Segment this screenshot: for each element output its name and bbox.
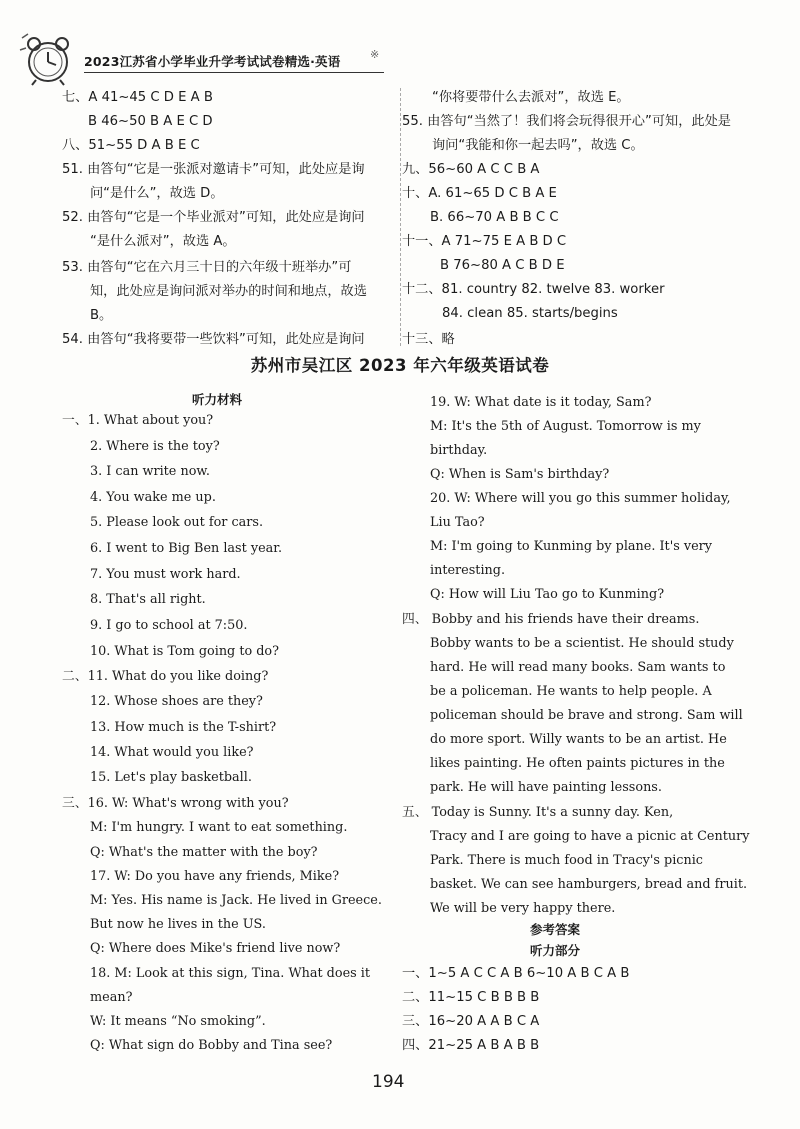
- text-line: 九、56~60 A C C B A: [402, 162, 540, 177]
- text-line: W: It means “No smoking”.: [90, 1014, 266, 1029]
- text-line: be a policeman. He wants to help people. A: [430, 684, 712, 699]
- text-line: basket. We can see hamburgers, bread and fruit.: [430, 877, 748, 892]
- text-line: Q: What sign do Bobby and Tina see?: [90, 1038, 333, 1053]
- text-line: 2. Where is the toy?: [90, 439, 220, 454]
- text-line: Q: How will Liu Tao go to Kunming?: [430, 587, 665, 602]
- text-line: 问“是什么”，故选 D。: [90, 186, 224, 201]
- text-line: 十一、A 71~75 E A B D C: [402, 234, 567, 249]
- text-line: mean?: [90, 990, 133, 1005]
- answers-heading: 参考答案: [530, 922, 581, 937]
- listening-heading: 听力材料: [192, 392, 243, 407]
- text-line: 四、 Bobby and his friends have their dreams.: [402, 612, 700, 627]
- text-line: B。: [90, 308, 113, 323]
- text-line: 84. clean 85. starts/begins: [442, 306, 618, 321]
- text-line: 五、 Today is Sunny. It's a sunny day. Ken,: [402, 805, 674, 820]
- text-line: 七、A 41~45 C D E A B: [62, 90, 213, 105]
- text-line: 十、A. 61~65 D C B A E: [402, 186, 557, 201]
- section-title: 苏州市吴江区 2023 年六年级英语试卷: [250, 356, 550, 375]
- text-line: 4. You wake me up.: [90, 490, 216, 505]
- text-line: 13. How much is the T-shirt?: [90, 720, 277, 735]
- text-line: 四、21~25 A B A B B: [402, 1038, 540, 1053]
- text-line: 二、11~15 C B B B B: [402, 990, 540, 1005]
- text-line: 55. 由答句“当然了！我们将会玩得很开心”可知，此处是: [402, 114, 731, 129]
- text-line: B 76~80 A C B D E: [440, 258, 565, 273]
- text-line: 9. I go to school at 7:50.: [90, 618, 248, 633]
- text-line: 7. You must work hard.: [90, 567, 241, 582]
- text-line: birthday.: [430, 443, 488, 458]
- header-star: ※: [370, 48, 380, 61]
- text-line: 十三、略: [402, 332, 455, 347]
- text-line: 20. W: Where will you go this summer holiday,: [430, 491, 731, 506]
- text-line: Q: What's the matter with the boy?: [90, 845, 318, 860]
- text-line: Liu Tao?: [430, 515, 485, 530]
- text-line: 二、11. What do you like doing?: [62, 669, 269, 684]
- text-line: 53. 由答句“它在六月三十日的六年级十班举办”可: [62, 260, 352, 275]
- text-line: 一、1. What about you?: [62, 413, 214, 428]
- text-line: 10. What is Tom going to do?: [90, 644, 279, 659]
- text-line: hard. He will read many books. Sam wants to: [430, 660, 726, 675]
- header-title: 2023江苏省小学毕业升学考试试卷精选·英语: [84, 54, 341, 69]
- text-line: 52. 由答句“它是一个毕业派对”可知，此处应是询问: [62, 210, 365, 225]
- text-line: 知，此处应是询问派对举办的时间和地点，故选: [90, 284, 367, 299]
- text-line: 54. 由答句“我将要带一些饮料”可知，此处应是询问: [62, 332, 365, 347]
- text-line: 十二、81. country 82. twelve 83. worker: [402, 282, 665, 297]
- text-line: 15. Let's play basketball.: [90, 770, 252, 785]
- text-line: 14. What would you like?: [90, 745, 254, 760]
- text-line: 18. M: Look at this sign, Tina. What does it: [90, 966, 371, 981]
- text-line: M: Yes. His name is Jack. He lived in Greece.: [90, 893, 382, 908]
- page-number: 194: [372, 1072, 405, 1092]
- text-line: 5. Please look out for cars.: [90, 515, 264, 530]
- text-line: policeman should be brave and strong. Sam will: [430, 708, 743, 723]
- text-line: park. He will have painting lessons.: [430, 780, 662, 795]
- text-line: 17. W: Do you have any friends, Mike?: [90, 869, 340, 884]
- page-header: [18, 30, 398, 86]
- text-line: interesting.: [430, 563, 506, 578]
- text-line: Q: Where does Mike's friend live now?: [90, 941, 341, 956]
- text-line: M: I'm going to Kunming by plane. It's very: [430, 539, 713, 554]
- text-line: Park. There is much food in Tracy's picnic: [430, 853, 703, 868]
- text-line: 19. W: What date is it today, Sam?: [430, 395, 652, 410]
- text-line: But now he lives in the US.: [90, 917, 266, 932]
- text-line: 一、1~5 A C C A B 6~10 A B C A B: [402, 966, 630, 981]
- alarm-clock-icon: [18, 30, 80, 86]
- text-line: Bobby wants to be a scientist. He should study: [430, 636, 734, 651]
- text-line: Q: When is Sam's birthday?: [430, 467, 610, 482]
- text-line: 八、51~55 D A B E C: [62, 138, 200, 153]
- text-line: We will be very happy there.: [430, 901, 616, 916]
- text-line: 三、16. W: What's wrong with you?: [62, 796, 289, 811]
- header-rule: [84, 72, 384, 73]
- text-line: “你将要带什么去派对”，故选 E。: [432, 90, 630, 105]
- text-line: 8. That's all right.: [90, 592, 206, 607]
- answers-subheading: 听力部分: [530, 943, 581, 958]
- text-line: Tracy and I are going to have a picnic at Century: [430, 829, 750, 844]
- text-line: M: It's the 5th of August. Tomorrow is my: [430, 419, 701, 434]
- column-divider: [400, 88, 401, 346]
- text-line: 12. Whose shoes are they?: [90, 694, 263, 709]
- text-line: 6. I went to Big Ben last year.: [90, 541, 283, 556]
- text-line: 51. 由答句“它是一张派对邀请卡”可知，此处应是询: [62, 162, 365, 177]
- text-line: 询问“我能和你一起去吗”，故选 C。: [432, 138, 644, 153]
- text-line: 三、16~20 A A B C A: [402, 1014, 540, 1029]
- text-line: M: I'm hungry. I want to eat something.: [90, 820, 348, 835]
- text-line: do more sport. Willy wants to be an artist. He: [430, 732, 727, 747]
- text-line: likes painting. He often paints pictures in the: [430, 756, 725, 771]
- text-line: B. 66~70 A B B C C: [430, 210, 559, 225]
- text-line: B 46~50 B A E C D: [88, 114, 213, 129]
- text-line: 3. I can write now.: [90, 464, 210, 479]
- text-line: “是什么派对”，故选 A。: [90, 234, 236, 249]
